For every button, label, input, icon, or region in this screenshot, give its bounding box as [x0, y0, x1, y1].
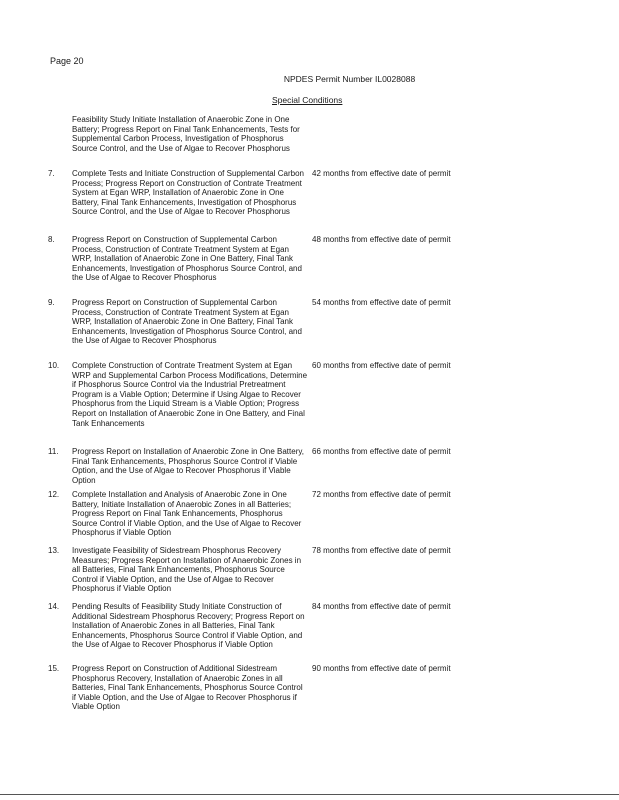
section-title: Special Conditions [272, 95, 343, 105]
item-number: 11. [48, 447, 59, 456]
continuation-text: Feasibility Study Initiate Installation of Anaerobic Zone in One Battery; Progress Report on Final Tank Enhancements, Tests for Supplemental Carbon Process, Investigation of Phosphorus Source Control, and the Use of Algae to Recover Phosphorus [72, 115, 300, 153]
item-deadline: 78 months from effective date of permit [312, 546, 451, 555]
item-number: 15. [48, 664, 60, 673]
item-deadline: 42 months from effective date of permit [312, 169, 451, 178]
item-deadline: 60 months from effective date of permit [312, 361, 451, 370]
item-description: Progress Report on Construction of Supplemental Carbon Process, Construction of Contrate Treatment System at Egan WRP, Installation of Anaerobic Zone in One Battery, Final Tank Enhancements, Investigation of Phosphorus Source Control, and the Use of Algae to Recover Phosphorus [72, 235, 302, 283]
item-description: Complete Construction of Contrate Treatment System at Egan WRP and Supplemental Carbon Process Modifications, Determine if Phosphorus Source Control via the Industrial Pretreatment Program is a Viable Option; Determine if Using Algae to Recover Phosphorus from the Liquid Stream is a Viable Option; Progress Report on Installation of Anaerobic Zone in One Battery, and Final Tank Enhancements [72, 361, 308, 428]
item-number: 10. [48, 361, 60, 370]
item-description: Complete Installation and Analysis of Anaerobic Zone in One Battery, Initiate Installation of Anaerobic Zones in all Batteries; Progress Report on Final Tank Enhancements, Phosphorus Source Control if Viable Option, and the Use of Algae to Recover Phosphorus if Viable Option [72, 490, 302, 538]
permit-number [0, 74, 619, 84]
page-number: Page 20 [50, 56, 84, 66]
item-number: 13. [48, 546, 60, 555]
item-description: Complete Tests and Initiate Construction of Supplemental Carbon Process; Progress Report on Construction of Contrate Treatment System at Egan WRP, Installation of Anaerobic Zone in One Battery, Final Tank Enhancements, Investigation of Phosphorus Source Control, and the Use of Algae to Recover Phosphorus [72, 169, 304, 217]
item-number: 14. [48, 602, 60, 611]
item-description: Pending Results of Feasibility Study Initiate Construction of Additional Sidestream Phosphorus Recovery; Progress Report on Installation of Anaerobic Zones in all Batteries, Final Tank Enhancements, Phosphorus Source Control if Viable Option, and the Use of Algae to Recover Phosphorus if Viable Option [72, 602, 305, 650]
item-description: Investigate Feasibility of Sidestream Phosphorus Recovery Measures; Progress Report on Installation of Anaerobic Zones in all Batteries, Final Tank Enhancements, Phosphorus Source Control if Viable Option, and the Use of Algae to Recover Phosphorus if Viable Option [72, 546, 302, 594]
item-description: Progress Report on Construction of Additional Sidestream Phosphorus Recovery, Installation of Anaerobic Zones in all Batteries, Final Tank Enhancements, Phosphorus Source Control if Viable Option, and the Use of Algae to Recover Phosphorus if Viable Option [72, 664, 303, 712]
item-number: 7. [48, 169, 55, 178]
item-deadline: 84 months from effective date of permit [312, 602, 451, 611]
item-number: 9. [48, 298, 55, 307]
item-deadline: 48 months from effective date of permit [312, 235, 451, 244]
item-deadline: 54 months from effective date of permit [312, 298, 451, 307]
footer-divider [0, 794, 619, 795]
item-number: 8. [48, 235, 55, 244]
item-number: 12. [48, 490, 60, 499]
item-description: Progress Report on Installation of Anaerobic Zone in One Battery, Final Tank Enhancements, Phosphorus Source Control if Viable Option, and the Use of Algae to Recover Phosphorus if Viable Option [72, 447, 304, 485]
permit-number-text: NPDES Permit Number IL0028088 [283, 74, 416, 84]
item-deadline: 66 months from effective date of permit [312, 447, 451, 456]
item-deadline: 72 months from effective date of permit [312, 490, 451, 499]
item-description: Progress Report on Construction of Supplemental Carbon Process, Construction of Contrate Treatment System at Egan WRP, Installation of Anaerobic Zone in One Battery, Final Tank Enhancements, Investigation of Phosphorus Source Control, and the Use of Algae to Recover Phosphorus [72, 298, 302, 346]
item-deadline: 90 months from effective date of permit [312, 664, 451, 673]
